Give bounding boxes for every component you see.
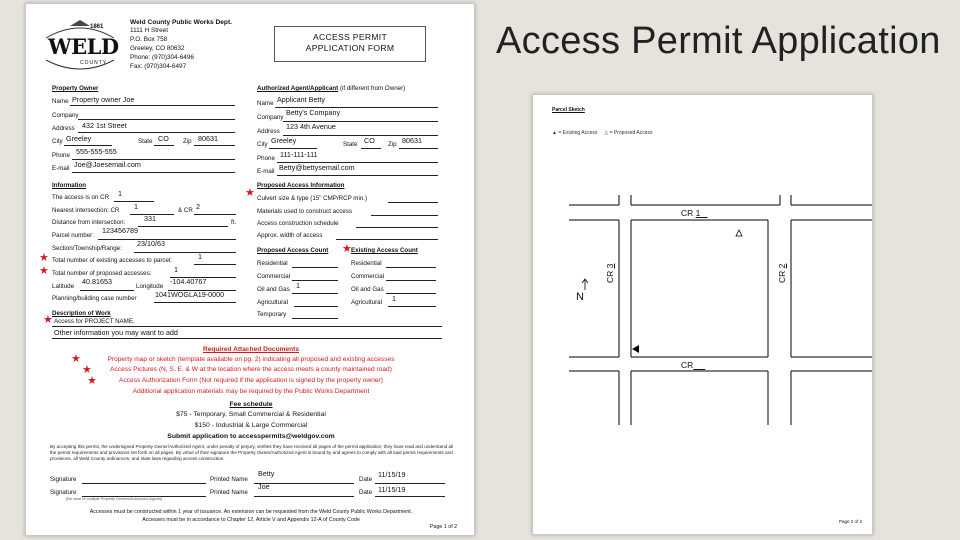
proposed-oilgas-label: Oil and Gas — [257, 286, 290, 293]
dept-address-block — [130, 18, 232, 72]
agent-state-label: State — [343, 141, 358, 148]
sketch-page-number: Page 2 of 2 — [839, 519, 863, 524]
proposed-width-label: Approx. width of access — [257, 232, 323, 239]
existing-commercial-label: Commercial — [351, 273, 385, 280]
agent-email-value[interactable]: Betty@bettysemail.com — [279, 163, 355, 172]
road-bottom-label — [681, 360, 705, 370]
dept-name: Weld County Public Works Dept. — [130, 19, 232, 26]
road-top-label — [681, 208, 707, 218]
dept-fax: Fax: (970)304-6497 — [130, 63, 187, 71]
info-long-label: Longitude — [136, 283, 164, 290]
agent-name-value[interactable]: Applicant Betty — [277, 95, 325, 104]
attached-heading: Required Attached Documents — [202, 346, 300, 353]
disclaimer-text: By accepting this permit, the undersigned Property Owner/Authorized Agent, under penalty of perjury, verifies they have received all pages of the permit application; they have read and understand all the permit requirements and provisions set forth on all pages. By virtue of their signature the Property Owner/Authorized Agent is bound by and agrees to comply with all said permit requirements and provisions, all Weld County ordinances, and state laws regarding access construction. — [50, 444, 454, 461]
proposed-culvert-label: Culvert size & type (15" CMP/RCP min.) — [257, 195, 368, 202]
road-map — [533, 95, 873, 535]
owner-state-value[interactable]: CO — [158, 134, 169, 143]
info-nearest-value2[interactable]: 2 — [196, 202, 200, 211]
date2-value[interactable]: 11/15/19 — [378, 485, 406, 494]
road-right-value: 2 — [777, 263, 787, 269]
info-distance-label: Distance from intersection: — [52, 219, 126, 226]
agent-state-value[interactable]: CO — [364, 136, 375, 145]
footer-line1: Accesses must be constructed within 1 year of issuance. An extension can be requested from the Weld County Public Works Department. — [89, 509, 413, 515]
info-existing-value[interactable]: 1 — [198, 252, 202, 261]
fee-heading: Fee schedule — [229, 401, 273, 408]
agent-phone-label: Phone — [257, 155, 275, 162]
info-section-label: Section/Township/Range: — [52, 245, 122, 252]
description-line1[interactable]: Access for PROJECT NAME. — [54, 318, 135, 325]
date1-value[interactable]: 11/15/19 — [378, 470, 406, 479]
form-title-line2: APPLICATION FORM — [305, 43, 395, 54]
info-parcel-value[interactable]: 123456789 — [102, 226, 138, 235]
proposed-commercial-label: Commercial — [257, 273, 291, 280]
info-nearest-label: Nearest intersection: CR — [52, 207, 120, 214]
required-star-icon: ★ — [43, 314, 53, 326]
dept-city: Greeley, CO 80632 — [130, 45, 185, 53]
required-star-icon: ★ — [245, 187, 255, 199]
slide-title: Access Permit Application — [496, 20, 941, 62]
signature2-label: Signature — [50, 489, 77, 496]
owner-email-label: E-mail — [52, 165, 70, 172]
info-section-value[interactable]: 23/10/63 — [137, 239, 165, 248]
proposed-materials-label: Materials used to construct access — [257, 208, 352, 215]
info-nearest-and: & CR — [178, 207, 193, 214]
attached-item2: Access Pictures (N, S, E, & W at the location where the access meets a county maintained road) — [110, 366, 392, 373]
description-line2[interactable]: Other information you may want to add — [54, 328, 178, 337]
required-star-icon: ★ — [87, 375, 97, 387]
printed-name2-label: Printed Name — [210, 489, 248, 496]
owner-address-label: Address — [52, 125, 75, 132]
agent-email-label: E-mail — [257, 168, 275, 175]
required-star-icon: ★ — [342, 243, 352, 255]
info-distance-unit: ft. — [231, 219, 237, 226]
info-planning-value[interactable]: 1041WOGLA19-0000 — [155, 290, 225, 299]
signature-note: (Be clear of multiple Property Owners/Authorized Agents) — [66, 497, 163, 501]
agent-address-label: Address — [257, 128, 280, 135]
logo-year: 1861 — [90, 24, 104, 30]
road-top-value: 1 — [695, 208, 701, 218]
dept-box: P.O. Box 758 — [130, 36, 168, 44]
description-heading: Description of Work — [52, 310, 111, 317]
fee-line2: $150 - Industrial & Large Commercial — [194, 422, 308, 429]
logo-name: WELD — [48, 34, 119, 59]
legend-proposed: = Proposed Access — [609, 130, 653, 136]
owner-email-value[interactable]: Joe@Joesemail.com — [74, 160, 141, 169]
agent-zip-label: Zip — [388, 141, 397, 148]
existing-residential-label: Residential — [351, 260, 382, 267]
owner-heading: Property Owner — [52, 85, 99, 92]
agent-zip-value[interactable]: 80631 — [402, 136, 422, 145]
info-distance-value[interactable]: 331 — [144, 214, 156, 223]
agent-heading-note: (if different from Owner) — [339, 85, 406, 92]
owner-zip-value[interactable]: 80631 — [198, 134, 218, 143]
owner-phone-label: Phone — [52, 152, 70, 159]
proposed-residential-label: Residential — [257, 260, 288, 267]
owner-phone-value[interactable]: 555-555-555 — [76, 147, 117, 156]
owner-company-label: Company — [52, 112, 79, 119]
info-proposed-label: Total number of proposed accesses: — [52, 270, 152, 277]
agent-address-value[interactable]: 123 4th Avenue — [286, 122, 336, 131]
road-right-label — [777, 264, 787, 283]
info-lat-value[interactable]: 40.81653 — [82, 277, 112, 286]
existing-access-icon: ▲ — [552, 130, 557, 136]
logo-county: COUNTY — [80, 60, 108, 66]
form-title-line1: ACCESS PERMIT — [312, 32, 388, 42]
owner-city-label: City — [52, 138, 63, 145]
info-proposed-value[interactable]: 1 — [174, 265, 178, 274]
agent-name-label: Name — [257, 100, 274, 107]
agent-heading: Authorized Agent/Applicant — [257, 85, 339, 92]
printed-name1-value[interactable]: Betty — [258, 469, 275, 478]
road-left-value: 3 — [605, 263, 615, 269]
info-parcel-label: Parcel number: — [52, 232, 94, 239]
existing-count-heading: Existing Access Count — [351, 247, 418, 254]
printed-name1-label: Printed Name — [210, 476, 248, 483]
north-label: N — [576, 291, 584, 303]
required-star-icon: ★ — [71, 353, 81, 365]
permit-form-page — [25, 3, 475, 536]
footer-line2: Accesses must be in accordance to Chapter 12, Article V and Appendix 12-A of County Code — [142, 517, 360, 523]
info-lat-label: Latitude — [52, 283, 75, 290]
proposed-access-icon: △ — [604, 130, 609, 136]
weld-county-logo — [40, 16, 120, 76]
road-left-label — [605, 264, 615, 283]
road-right-cr: CR — [777, 270, 787, 283]
signature1-label: Signature — [50, 476, 77, 483]
form-page-number: Page 1 of 2 — [430, 524, 458, 530]
attached-item3: Access Authorization Form (Not required if the application is signed by the property owner) — [119, 377, 383, 384]
existing-oilgas-label: Oil and Gas — [351, 286, 384, 293]
owner-city-value[interactable]: Greeley — [66, 134, 92, 143]
attached-item1: Property map or sketch (template available on pg. 2) indicating all proposed and existing accesses — [107, 356, 395, 363]
attached-item4: Additional application materials may be required by the Public Works Department — [132, 388, 370, 395]
form-title-box — [274, 26, 426, 62]
info-long-value[interactable]: -104.40767 — [170, 277, 207, 286]
printed-name2-value[interactable]: Joe — [258, 482, 270, 491]
sketch-heading: Parcel Sketch — [552, 107, 585, 113]
agent-phone-value[interactable]: 111-111-111 — [280, 150, 318, 159]
owner-state-label: State — [138, 138, 153, 145]
dept-phone: Phone: (970)304-6496 — [130, 54, 194, 62]
date1-label: Date — [359, 476, 373, 483]
owner-name-value[interactable]: Property owner Joe — [72, 95, 135, 104]
road-top-cr: CR — [681, 208, 694, 218]
date2-label: Date — [359, 489, 373, 496]
owner-zip-label: Zip — [183, 138, 192, 145]
proposed-info-heading: Proposed Access Information — [257, 182, 345, 189]
agent-company-value[interactable]: Betty's Company — [286, 108, 341, 117]
owner-address-value[interactable]: 432 1st Street — [82, 121, 127, 130]
proposed-oilgas-value[interactable]: 1 — [296, 281, 300, 290]
info-cr-label: The access is on CR — [52, 194, 110, 201]
required-star-icon: ★ — [39, 265, 49, 277]
existing-agricultural-label: Agricultural — [351, 299, 382, 306]
owner-name-label: Name — [52, 98, 69, 105]
proposed-count-heading: Proposed Access Count — [257, 247, 329, 254]
info-nearest-value1[interactable]: 1 — [134, 202, 138, 211]
agent-company-label: Company — [257, 114, 284, 121]
agent-city-label: City — [257, 141, 268, 148]
parcel-sketch-page — [532, 94, 873, 535]
road-bottom-cr: CR — [681, 360, 694, 370]
dept-street: 1111 H Street — [130, 27, 169, 35]
fee-line1: $75 - Temporary, Small Commercial & Residential — [176, 411, 326, 418]
info-planning-label: Planning/building case number — [52, 295, 137, 302]
road-left-cr: CR — [605, 270, 615, 283]
existing-agricultural-value[interactable]: 1 — [392, 294, 396, 303]
proposed-agricultural-label: Agricultural — [257, 299, 288, 306]
info-cr-value[interactable]: 1 — [118, 189, 122, 198]
proposed-schedule-label: Access construction schedule — [257, 220, 339, 227]
fee-submit: Submit application to accesspermits@weldgov.com — [167, 433, 335, 440]
required-star-icon: ★ — [82, 364, 92, 376]
required-star-icon: ★ — [39, 252, 49, 264]
legend-existing: = Existing Access — [558, 130, 598, 136]
agent-city-value[interactable]: Greeley — [271, 136, 297, 145]
proposed-temporary-label: Temporary — [257, 311, 287, 318]
info-heading: Information — [52, 182, 87, 189]
agent-heading-block — [257, 85, 405, 93]
info-existing-label: Total number of existing accesses to parcel: — [52, 257, 173, 264]
